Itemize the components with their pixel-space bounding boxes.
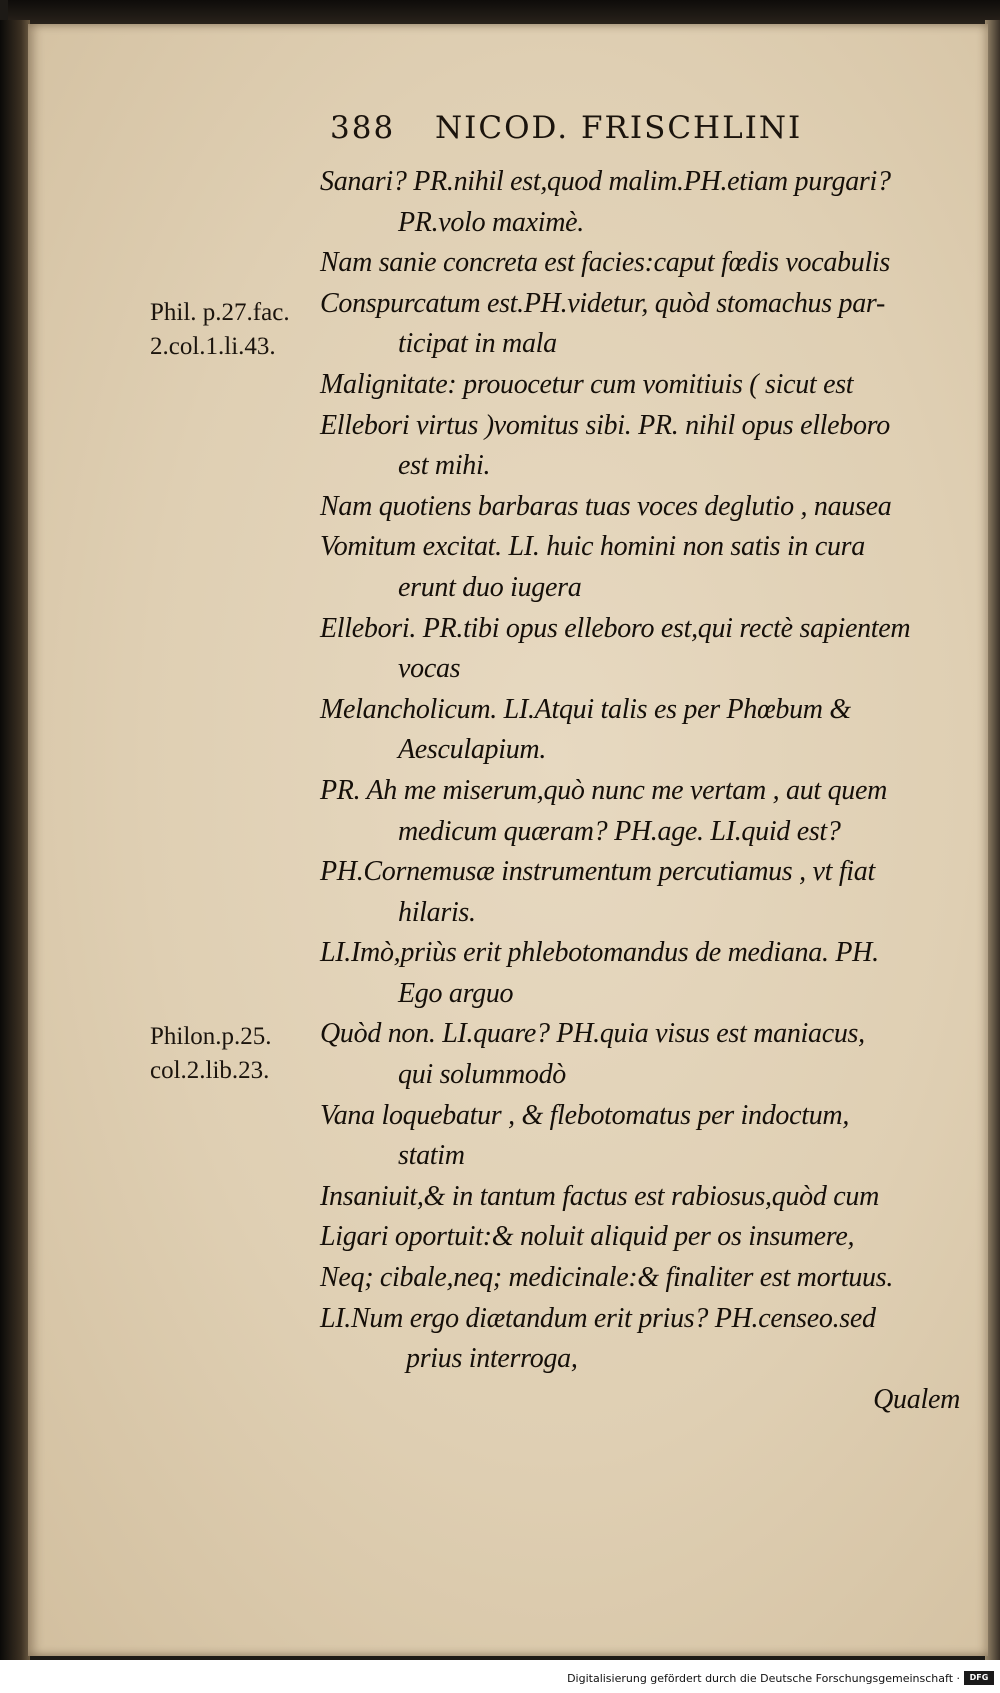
text-line: medicum quæram? PH.age. LI.quid est? (398, 815, 841, 847)
text-line: ticipat in mala (398, 328, 557, 360)
digitization-footer (0, 1660, 1000, 1693)
text-line: PH.Cornemusæ instrumentum percutiamus , vt fiat (320, 856, 875, 888)
catchword: Qualem (873, 1383, 960, 1415)
text-line: statim (398, 1140, 465, 1172)
book-spine-edge (0, 20, 30, 1660)
running-title: NICOD. FRISCHLINI (435, 110, 803, 146)
text-line: LI.Imò,priùs erit phlebotomandus de mediana. PH. (320, 937, 879, 969)
text-line: Vana loquebatur , & flebotomatus per indoctum, (320, 1099, 850, 1131)
text-line: Ligari oportuit:& noluit aliquid per os insumere, (320, 1221, 855, 1253)
text-line: hilaris. (398, 896, 476, 928)
margin-note-1 (150, 296, 290, 364)
text-line: PR.volo maximè. (398, 206, 584, 238)
margin-note-line: Phil. p.27.fac. (150, 299, 290, 326)
margin-note-line: Philon.p.25. (150, 1023, 272, 1050)
text-line: Vomitum excitat. LI. huic homini non satis in cura (320, 531, 865, 563)
text-line: Malignitate: prouocetur cum vomitiuis ( sicut est (320, 368, 854, 400)
text-line: Ellebori. PR.tibi opus elleboro est,qui rectè sapientem (320, 612, 911, 644)
text-line: Nam quotiens barbaras tuas voces deglutio , nausea (320, 490, 892, 522)
margin-note-2 (150, 1020, 272, 1088)
text-line: Insaniuit,& in tantum factus est rabiosus,quòd cum (320, 1180, 880, 1212)
funding-credit: Digitalisierung gefördert durch die Deutsche Forschungsgemeinschaft · (567, 1672, 960, 1685)
dfg-logo-icon: DFG (964, 1671, 994, 1685)
text-line: erunt duo iugera (398, 571, 582, 603)
running-header (330, 110, 802, 146)
text-line: prius interroga, (406, 1343, 578, 1375)
text-line: vocas (398, 653, 461, 685)
margin-note-line: col.2.lib.23. (150, 1057, 270, 1084)
text-line: LI.Num ergo diætandum erit prius? PH.censeo.sed (320, 1302, 876, 1334)
page-edge-top (8, 0, 1000, 26)
text-line: PR. Ah me miserum,quò nunc me vertam , aut quem (320, 774, 888, 806)
text-line: Sanari? PR.nihil est,quod malim.PH.etiam purgari? (320, 166, 891, 197)
text-line: Melancholicum. LI.Atqui talis es per Phœbum & (320, 693, 851, 725)
text-line: Ellebori virtus )vomitus sibi. PR. nihil opus elleboro (320, 409, 890, 441)
text-line: Quòd non. LI.quare? PH.quia visus est maniacus, (320, 1018, 865, 1050)
text-line: Conspurcatum est.PH.videtur, quòd stomachus par- (320, 287, 885, 319)
text-line: Neq; cibale,neq; medicinale:& finaliter est mortuus. (320, 1262, 894, 1294)
text-block (320, 162, 960, 1420)
text-line: Ego arguo (398, 977, 514, 1009)
page-number: 388 (330, 110, 396, 146)
text-line: est mihi. (398, 450, 491, 482)
text-line: Nam sanie concreta est facies:caput fœdis vocabulis (320, 247, 891, 279)
margin-note-line: 2.col.1.li.43. (150, 333, 276, 360)
text-line: Aesculapium. (398, 734, 547, 766)
text-line: qui solummodò (398, 1059, 566, 1091)
